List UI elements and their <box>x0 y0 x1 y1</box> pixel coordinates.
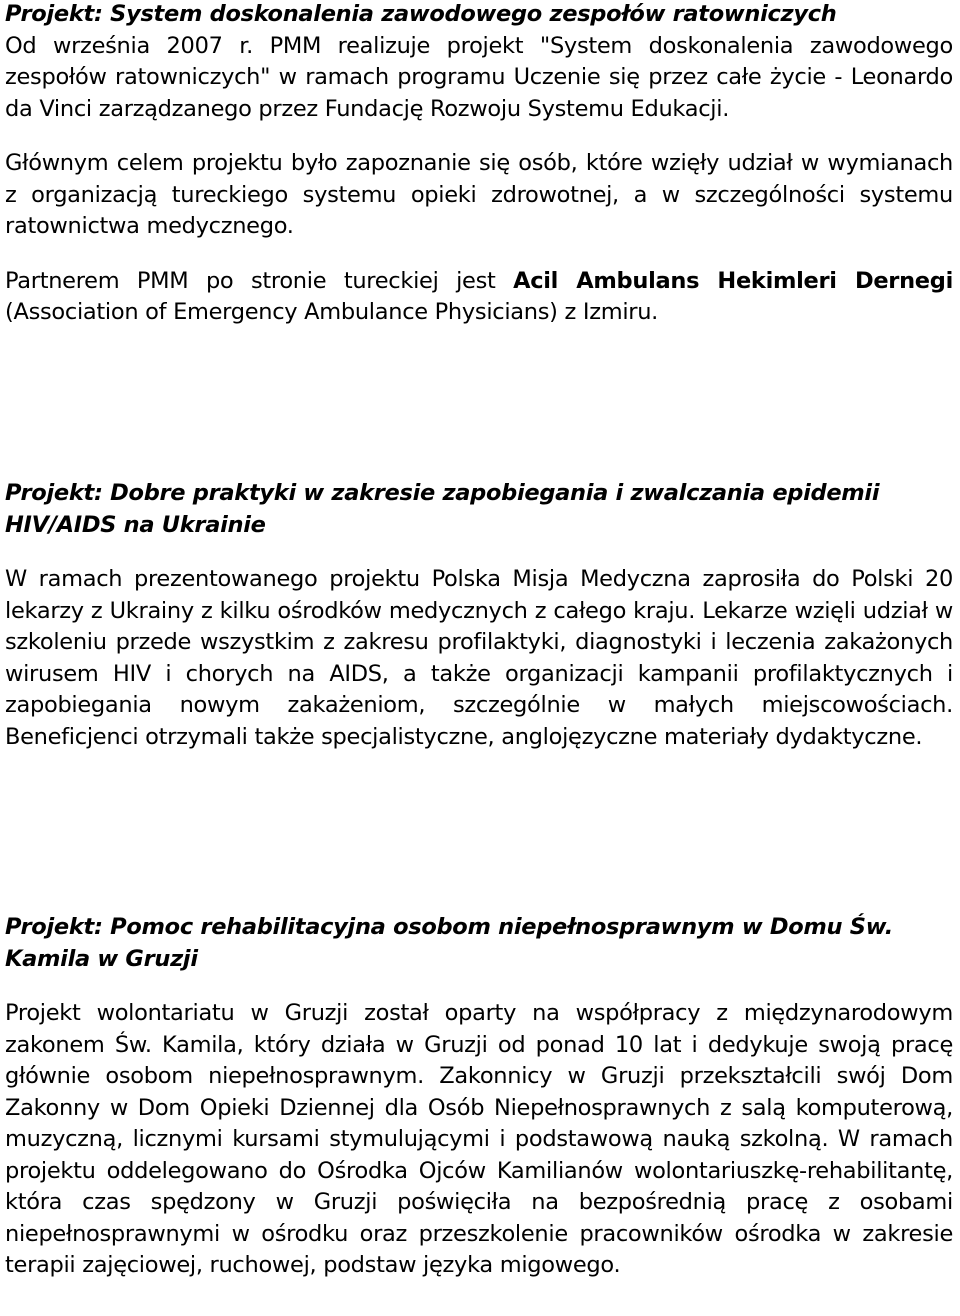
section-heading: Projekt: Pomoc rehabilitacyjna osobom niepełnosprawnym w Domu Św. Kamila w Gruzji <box>5 914 893 972</box>
section-heading: Projekt: Dobre praktyki w zakresie zapobiegania i zwalczania epidemii HIV/AIDS na Ukrainie <box>5 480 880 538</box>
intro-paragraph: Od września 2007 r. PMM realizuje projekt "System doskonalenia zawodowego zespołów ratowniczych" w ramach programu Uczenie się przez całe życie - Leonardo da Vinci zarządzanego przez Fundację Rozwoju Systemu Edukacji. <box>5 32 953 122</box>
section-heading: Projekt: System doskonalenia zawodowego zespołów ratowniczych <box>5 1 837 27</box>
partner-paragraph <box>5 266 953 329</box>
partner-name: Acil Ambulans Hekimleri Dernegi <box>513 267 953 294</box>
body-paragraph: Projekt wolontariatu w Gruzji został oparty na współpracy z międzynarodowym zakonem Św. Kamila, który działa w Gruzji od ponad 10 lat i dedykuje swoją pracę głównie osobom niepełnosprawnym. Zakonnicy w Gruzji przekształcili swój Dom Zakonny w Dom Opieki Dziennej dla Osób Niepełnosprawnych z salą komputerową, muzyczną, licznymi kursami stymulującymi i podstawową nauką szkolną. W ramach projektu oddelegowano do Ośrodka Ojców Kamilianów wolontariuszkę-rehabilitantę, która czas spędzony w Gruzji poświęciła na bezpośrednią pracę z osobami niepełnosprawnymi w ośrodku oraz przeszkolenie pracowników ośrodka w zakresie terapii zajęciowej, ruchowej, podstaw języka migowego. <box>5 1000 953 1278</box>
project-section-georgia <box>5 912 953 1282</box>
body-paragraph: W ramach prezentowanego projektu Polska Misja Medyczna zaprosiła do Polski 20 lekarzy z Ukrainy z kilku ośrodków medycznych z całego kraju. Lekarze wzięli udział w szkoleniu przede wszystkim z zakresu profilaktyki, diagnostyki i leczenia zakażonych wirusem HIV i chorych na AIDS, a także organizacji kampanii profilaktycznych i zapobiegania nowym zakażeniom, szczególnie w małych miejscowościach. Beneficjenci otrzymali także specjalistyczne, anglojęzyczne materiały dydaktyczne. <box>5 566 953 750</box>
project-section-hiv-ukraine <box>5 478 953 753</box>
partner-prefix: Partnerem PMM po stronie tureckiej jest <box>5 267 514 294</box>
goal-paragraph: Głównym celem projektu było zapoznanie się osób, które wzięły udział w wymianach z organizacją tureckiego systemu opieki zdrowotnej, a w szczególności systemu ratownictwa medycznego. <box>5 150 953 239</box>
project-section-leonardo <box>5 0 953 329</box>
partner-suffix: (Association of Emergency Ambulance Physicians) z Izmiru. <box>5 299 659 325</box>
